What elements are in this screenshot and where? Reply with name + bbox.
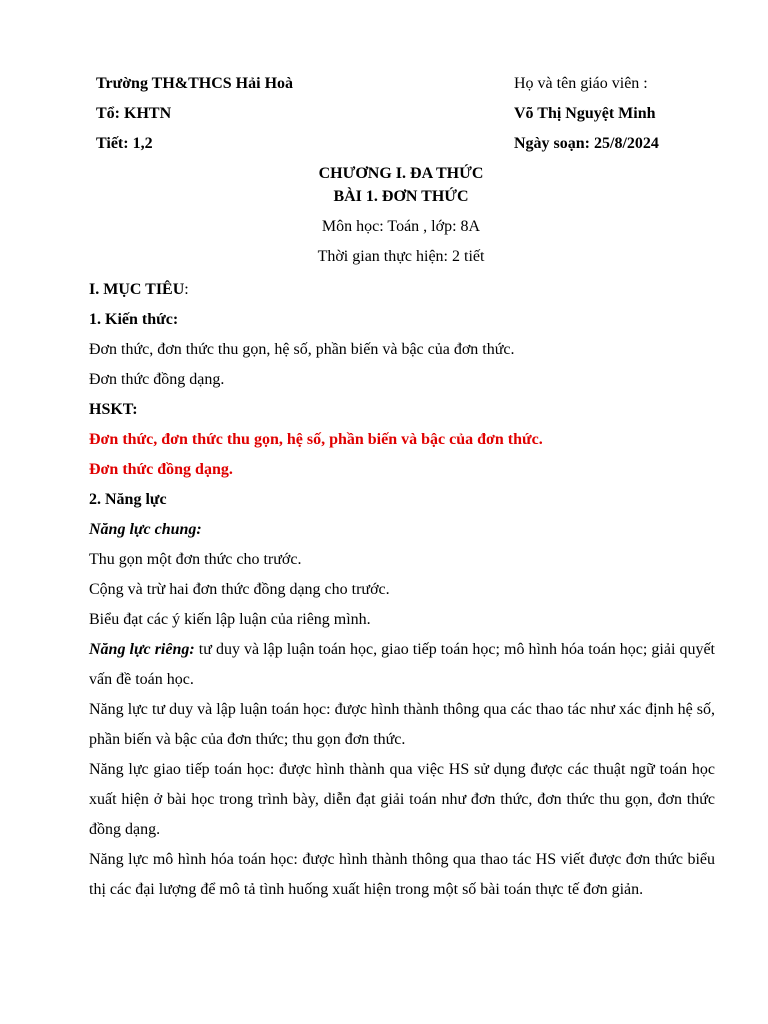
knowledge-heading: 1. Kiến thức: xyxy=(89,311,179,328)
hskt-item: Đơn thức đồng dạng. xyxy=(89,461,233,478)
general-competency-heading: Năng lực chung: xyxy=(89,521,202,538)
teacher-label: Họ và tên giáo viên : xyxy=(514,75,648,92)
general-competency-item: Thu gọn một đơn thức cho trước. xyxy=(89,551,302,568)
knowledge-item: Đơn thức đồng dạng. xyxy=(89,371,225,388)
general-competency-item: Biểu đạt các ý kiến lập luận của riêng mình. xyxy=(89,611,371,628)
hskt-heading: HSKT: xyxy=(89,401,138,418)
duration-line: Thời gian thực hiện: 2 tiết xyxy=(317,248,485,265)
competency-heading: 2. Năng lực xyxy=(89,491,167,508)
general-competency-item: Cộng và trừ hai đơn thức đồng dạng cho trước. xyxy=(89,581,390,598)
school-name: Trường TH&THCS Hải Hoà xyxy=(96,75,294,92)
document-header xyxy=(96,72,696,162)
objectives-heading-colon: : xyxy=(184,281,189,298)
lesson-title: BÀI 1. ĐƠN THỨC xyxy=(333,188,469,205)
objectives-heading-text: I. MỤC TIÊU xyxy=(89,281,185,298)
subject-line: Môn học: Toán , lớp: 8A xyxy=(321,218,481,235)
knowledge-item: Đơn thức, đơn thức thu gọn, hệ số, phần biến và bậc của đơn thức. xyxy=(89,341,515,358)
team-name: Tổ: KHTN xyxy=(96,105,172,122)
hskt-item: Đơn thức, đơn thức thu gọn, hệ số, phần biến và bậc của đơn thức. xyxy=(89,431,543,448)
specific-competency-paragraph xyxy=(89,635,715,695)
header-row-3 xyxy=(96,132,696,162)
section-heading-objectives xyxy=(89,275,715,305)
competency-paragraph: Năng lực giao tiếp toán học: được hình thành qua việc HS sử dụng được các thuật ngữ toán học xuất hiện ở bài học trong trình bày, diễn đạt giải toán như đơn thức, đơn thức thu gọn, đơn thức đồng dạng. xyxy=(89,761,715,838)
specific-competency-text: tư duy và lập luận toán học, giao tiếp toán học; mô hình hóa toán học; giải quyết vấn đề toán học. xyxy=(89,641,716,688)
competency-paragraph: Năng lực tư duy và lập luận toán học: được hình thành thông qua các thao tác như xác định hệ số, phần biến và bậc của đơn thức; thu gọn đơn thức. xyxy=(89,701,715,748)
specific-competency-label: Năng lực riêng: xyxy=(89,641,195,658)
header-row-2 xyxy=(96,102,696,132)
header-row-1 xyxy=(96,72,696,102)
teacher-name: Võ Thị Nguyệt Minh xyxy=(514,105,656,122)
prepared-date: Ngày soạn: 25/8/2024 xyxy=(514,135,659,152)
period-number: Tiết: 1,2 xyxy=(96,135,153,152)
chapter-title: CHƯƠNG I. ĐA THỨC xyxy=(318,165,484,182)
competency-paragraph: Năng lực mô hình hóa toán học: được hình thành thông qua thao tác HS viết được đơn thức biểu thị các đại lượng để mô tả tình huống xuất hiện trong một số bài toán thực tế đơn giản. xyxy=(89,851,715,898)
lesson-body xyxy=(89,275,715,905)
